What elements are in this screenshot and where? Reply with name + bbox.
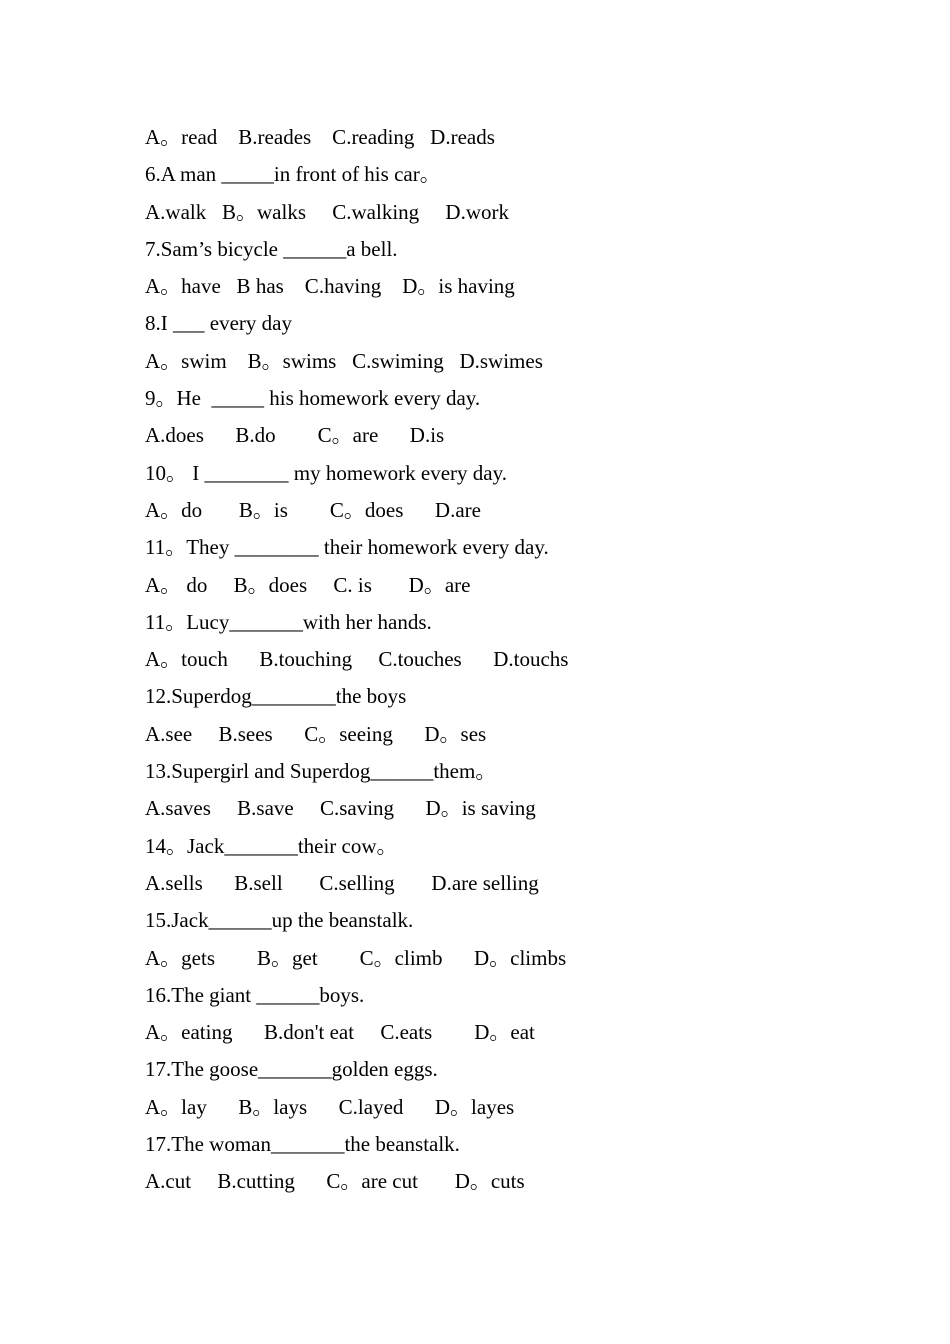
options-5: A。read B.reades C.reading D.reads (145, 125, 495, 149)
options-17a: A。lay B。lays C.layed D。layes (145, 1094, 515, 1119)
question-9: 9。He _____ his homework every day. (145, 386, 481, 411)
question-17a: 17.The goose_______golden eggs. (145, 1057, 438, 1082)
options-7: A。have B has C.having D。is having (145, 274, 515, 299)
options-15: A。gets B。get C。climb D。climbs (145, 945, 567, 970)
options-14: A.sells B.sell C.selling D.are selling (145, 870, 539, 895)
options-11b: A。touch B.touching C.touches D.touchs (145, 647, 569, 672)
question-13: 13.Supergirl and Superdog______them。 (145, 759, 497, 784)
options-8: A。swim B。swims C.swiming D.swimes (145, 348, 543, 373)
question-12: 12.Superdog________the boys (145, 684, 407, 709)
options-16: A。eating B.don't eat C.eats D。eat (145, 1020, 535, 1045)
options-13: A.saves B.save C.saving D。is saving (145, 796, 536, 821)
question-15: 15.Jack______up the beanstalk. (145, 908, 414, 933)
question-6: 6.A man _____in front of his car。 (145, 162, 441, 187)
options-17b: A.cut B.cutting C。are cut D。cuts (145, 1169, 525, 1194)
document-page (145, 121, 905, 1203)
options-9: A.does B.do C。are D.is (145, 423, 445, 448)
question-11a: 11。They ________ their homework every day. (145, 535, 549, 560)
options-12: A.see B.sees C。seeing D。ses (145, 721, 487, 746)
question-10: 10。 I ________ my homework every day. (145, 460, 507, 485)
question-16: 16.The giant ______boys. (145, 982, 365, 1007)
question-14: 14。Jack_______their cow。 (145, 833, 398, 858)
question-7: 7.Sam’s bicycle ______a bell. (145, 236, 398, 261)
options-6: A.walk B。walks C.walking D.work (145, 199, 509, 224)
options-11a: A。 do B。does C. is D。are (145, 572, 471, 597)
question-17b: 17.The woman_______the beanstalk. (145, 1132, 460, 1157)
question-11b: 11。Lucy_______with her hands. (145, 609, 432, 634)
options-10: A。do B。is C。does D.are (145, 497, 481, 522)
question-8: 8.I ___ every day (145, 311, 292, 336)
